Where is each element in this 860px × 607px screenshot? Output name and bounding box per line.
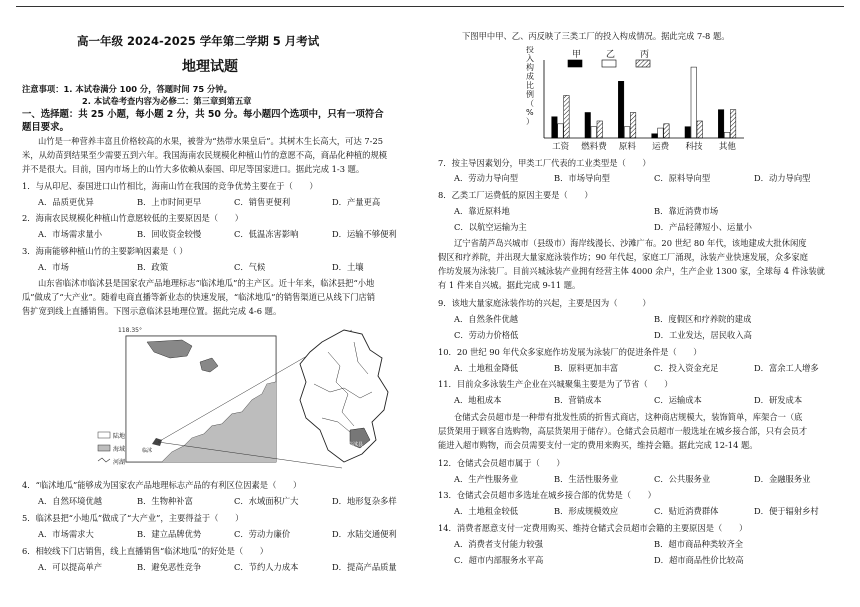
q1-option-b[interactable]: B．上市时间更早 [137,197,202,207]
q10-stem: 10．20 世纪 90 年代众多家庭作坊发展为泳装厂的促进条件是（ ） [438,347,702,357]
bar-5-2 [730,110,736,138]
top-rule [16,6,844,7]
q13-stem: 13．仓储式会员超市多选址在城乡接合部的优势是（ ） [438,490,656,500]
q5-option-c[interactable]: C．劳动力廉价 [234,529,291,539]
legend-label-2: 丙 [640,50,650,60]
q12-option-b[interactable]: B．生活性服务业 [554,474,619,484]
passage4-line-3: 能进入超市购物，而会员需要支付一定的费用来购买，维持会籍。据此完成 12-14 题。 [438,440,758,450]
q7-option-b[interactable]: B．市场导向型 [554,173,610,183]
q14-option-c[interactable]: C．超市内部服务水平高 [454,555,544,565]
legend-swatch-2 [636,60,650,67]
q3-option-a[interactable]: A．市场 [38,262,69,272]
q3-option-c[interactable]: C．气候 [234,262,266,272]
bar-3-0 [652,134,658,138]
input-structure-chart [518,46,748,154]
legend-sea-swatch [98,445,110,451]
q14-stem: 14．消费者愿意支付一定费用购买、维持仓储式会员超市会籍的主要原因是（ ） [438,523,748,533]
exam-title: 高一年级 2024-2025 学年第二学期 5 月考试 [77,34,320,48]
passage2-line-2: 瓜”做成了“大产业”。随着电商直播等新业态的快速发展，“临沭地瓜”的销售渠道已从线下门店销 [22,292,376,302]
passage2-line-3: 售扩宽到线上直播销售。下图示意临沭县地理位置。据此完成 4-6 题。 [22,306,282,316]
passage4-line-1: 仓储式会员超市是一种带有批发性质的折售式商店，这种商店规模大，装饰简单，库架合一（底 [454,412,803,422]
province-outline [300,330,388,462]
q10-option-a[interactable]: A．土地租金降低 [454,363,519,373]
bar-2-1 [624,127,630,138]
q7-option-d[interactable]: D．动力导向型 [754,173,811,183]
chart-bars [552,67,736,138]
q5-option-b[interactable]: B．建立品牌优势 [137,529,202,539]
q8-stem: 8．乙类工厂运费低的原因主要是（ ） [438,190,593,200]
q6-stem: 6．相较线下门店销售，线上直播销售“临沭地瓜”的好处是（ ） [22,546,269,556]
legend-swatch-1 [602,60,616,67]
q3-option-d[interactable]: D．土壤 [332,262,364,272]
q6-option-d[interactable]: D．提高产品质量 [332,562,397,572]
q11-stem: 11．目前众多泳装生产企业在兴城聚集主要是为了节省（ ） [438,379,673,389]
legend-river-label: 河湖 [113,459,126,466]
notes-label: 注意事项： [22,84,64,94]
q12-option-c[interactable]: C．公共服务业 [654,474,711,484]
q3-option-b[interactable]: B．政策 [137,262,168,272]
q7-option-a[interactable]: A．劳动力导向型 [454,173,519,183]
chart-ylabel-text: 投入构成比例（%） [526,46,534,126]
chart-x-labels [552,141,736,152]
map-small-label: 临沭 [142,448,153,454]
bar-1-0 [585,112,591,138]
q13-option-a[interactable]: A．土地租金较低 [454,506,519,516]
q9-option-b[interactable]: B．度假区和疗养院的建成 [654,314,752,324]
q6-option-c[interactable]: C．节约人力成本 [234,562,299,572]
passage3-line-2: 假区和疗养院，并出现大量家庭泳装作坊；90 年代起，家庭工厂涌现，泳装产业快速发展，众多家庭 [438,252,808,262]
passage3-line-4: 有 1 件来自兴城。据此完成 9-11 题。 [438,280,581,290]
q4-option-d[interactable]: D．地形复杂多样 [332,496,397,506]
legend-river-icon [98,458,110,462]
bar-4-0 [685,127,691,138]
q11-option-c[interactable]: C．运输成本 [654,395,702,405]
section1-heading-1: 一、选择题：共 25 小题，每小题 2 分，共 50 分。每小题四个选项中，只有一项符合 [22,109,384,120]
q5-option-d[interactable]: D．水陆交通便利 [332,529,397,539]
bar-5-0 [718,110,724,138]
note-2: 2. 本试卷考查内容为必修二：第三章到第五章 [82,96,252,106]
q5-stem: 5．临沭县把“小地瓜”做成了“大产业”，主要得益于（ ） [22,513,244,523]
q14-option-d[interactable]: D．超市商品性价比较高 [654,555,744,565]
x-label-3: 运费 [652,142,670,152]
q2-option-d[interactable]: D．运输不够便利 [332,229,397,239]
chart-intro: 下图甲中甲、乙、丙反映了三类工厂的投入构成情况。据此完成 7-8 题。 [462,31,730,41]
bar-0-1 [558,124,564,138]
map-lon-label: 118.35° [118,327,142,334]
q10-option-b[interactable]: B．原料更加丰富 [554,363,619,373]
q4-option-c[interactable]: C．水域面积广大 [234,496,299,506]
map-county-label: 临沭县 [348,442,364,448]
subject-title: 地理试题 [182,59,238,75]
note-1: 1. 本试卷满分 100 分，答题时间 75 分钟。 [63,84,232,94]
q14-option-b[interactable]: B．超市商品种类较齐全 [654,539,744,549]
q1-option-d[interactable]: D．产量更高 [332,197,381,207]
legend-sea-label: 海域 [113,446,126,453]
q1-option-a[interactable]: A．品质更优异 [38,197,94,207]
passage3-line-3: 作坊发展为泳装厂。目前兴城泳装产业拥有经营主体 4000 余户，生产企业 1300 家，全球每 4 件泳装就 [438,266,825,276]
section1-heading-2: 题目要求。 [22,122,69,133]
x-label-2: 原料 [618,142,636,152]
q8-option-c[interactable]: C．以航空运输为主 [454,222,527,232]
q6-option-b[interactable]: B．避免恶性竞争 [137,562,202,572]
q9-stem: 9．该地大量家庭泳装作坊的兴起，主要是因为（ ） [438,298,651,308]
legend-label-1: 乙 [606,50,616,60]
q12-stem: 12．仓储式会员超市属于（ ） [438,458,565,468]
q8-option-a[interactable]: A．靠近原料地 [454,206,510,216]
q10-option-c[interactable]: C．投入资金充足 [654,363,719,373]
legend-label-0: 甲 [572,50,582,60]
q2-option-c[interactable]: C．低温冻害影响 [234,229,299,239]
chart-ylabel [526,46,534,126]
bar-1-1 [591,127,597,138]
q13-option-c[interactable]: C．贴近消费群体 [654,506,719,516]
chart-legend [568,49,650,67]
q4-option-a[interactable]: A．自然环境优越 [38,496,103,506]
passage1-line-2: 米，从幼苗到结果至少需要五到六年。我国海南农民规模化种植山竹的意愿不高，商品化种植的规模 [22,150,388,160]
q8-option-d[interactable]: D．产品轻薄短小、运量小 [654,222,752,232]
q11-option-a[interactable]: A．地租成本 [454,395,502,405]
q1-stem: 1．与从印尼、泰国进口山竹相比，海南山竹在我国的竞争优势主要在于（ ） [22,181,318,191]
q8-option-b[interactable]: B．靠近消费市场 [654,206,719,216]
passage3-line-1: 辽宁省葫芦岛兴城市（县级市）海岸线漫长、沙滩广布。20 世纪 80 年代，该地建成大批休闲度 [454,238,807,248]
q10-option-d[interactable]: D．富余工人增多 [754,363,819,373]
q3-stem: 3．海南能够种植山竹的主要影响因素是（ ） [22,246,188,256]
bar-2-0 [618,81,624,138]
q4-stem: 4．“临沭地瓜”能够成为国家农产品地理标志产品的有利区位因素是（ ） [22,480,302,490]
x-label-5: 其他 [718,142,736,152]
q9-option-d[interactable]: D．工业发达，居民收入高 [654,330,752,340]
bar-5-1 [724,132,730,138]
legend-swatch-0 [568,60,582,67]
q2-stem: 2．海南农民规模化种植山竹意愿较低的主要原因是（ ） [22,213,243,223]
legend-land-label: 陆地 [113,433,126,440]
x-label-1: 燃料费 [581,142,607,152]
bar-1-2 [597,121,603,138]
passage1-line-3: 并不是很大。目前，国内市场上的山竹大多依赖从泰国、印尼等国家进口。据此完成 1-3 题。 [22,164,365,174]
q12-option-a[interactable]: A．生产性服务业 [454,474,519,484]
q2-option-b[interactable]: B．回收资金较慢 [137,229,202,239]
q2-option-a[interactable]: A．市场需求量小 [38,229,103,239]
q7-option-c[interactable]: C．原料导向型 [654,173,711,183]
q1-option-c[interactable]: C．销售更便利 [234,197,291,207]
passage2-line-1: 山东省临沭市临沭县是国家农产品地理标志“临沭地瓜”的主产区。近十年来，临沭县把“小地 [38,278,375,288]
x-label-4: 科技 [685,142,703,152]
bar-0-2 [564,95,570,138]
bar-4-1 [691,67,697,138]
passage4-line-2: 层货架用于顾客自选购物，高层货架用于储存）。仓储式会员超市一般选址在城乡接合部，只有会员才 [438,426,808,436]
bar-3-1 [658,128,664,138]
location-map [92,322,412,472]
q5-option-a[interactable]: A．市场需求大 [38,529,94,539]
q12-option-d[interactable]: D．金融服务业 [754,474,811,484]
q11-option-b[interactable]: B．营销成本 [554,395,602,405]
bar-4-2 [697,121,703,138]
bar-3-2 [664,124,670,138]
q9-option-c[interactable]: C．劳动力价格低 [454,330,519,340]
x-label-0: 工资 [552,142,570,152]
q11-option-d[interactable]: D．研发成本 [754,395,803,405]
legend-land-swatch [98,432,110,438]
q13-option-d[interactable]: D．便于辐射乡村 [754,506,819,516]
q13-option-b[interactable]: B．形成规模效应 [554,506,619,516]
notes [22,84,232,95]
passage1-line-1: 山竹是一种营养丰富且价格较高的水果，被誉为“热带水果皇后”。其树木生长高大，可达 7-25 [38,136,384,146]
q4-option-b[interactable]: B．生物种补富 [137,496,193,506]
q6-option-a[interactable]: A．可以提高单产 [38,562,103,572]
q14-option-a[interactable]: A．消费者支付能力较强 [454,539,543,549]
q9-option-a[interactable]: A．自然条件优越 [454,314,519,324]
bar-2-2 [630,112,636,138]
q7-stem: 7．按主导因素划分，甲类工厂代表的工业类型是（ ） [438,158,651,168]
bar-0-0 [552,117,558,138]
